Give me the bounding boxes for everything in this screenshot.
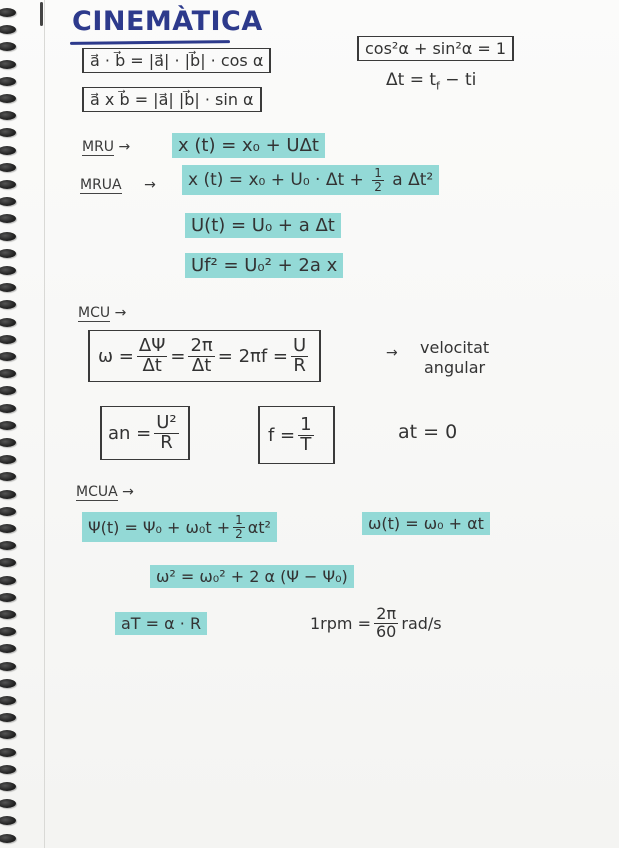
fraction-denominator: Δt: [142, 354, 162, 376]
mru-label: MRU: [82, 139, 115, 155]
angular-torricelli-formula: ω² = ω₀² + 2 α (Ψ − Ψ₀): [150, 565, 354, 588]
binding-ring: [0, 713, 16, 722]
fraction-denominator: 2: [235, 526, 243, 541]
arrow-icon: →: [144, 177, 156, 193]
binding-ring: [0, 369, 16, 378]
binding-ring: [0, 765, 16, 774]
binding-ring: [0, 266, 16, 275]
binding-ring: [0, 77, 16, 86]
binding-ring: [0, 490, 16, 499]
binding-ring: [0, 455, 16, 464]
binding-ring: [0, 197, 16, 206]
mrua-label-row: [80, 177, 156, 193]
mcua-label: MCUA: [76, 484, 118, 500]
mcua-label-row: [76, 484, 134, 500]
arrow-icon: →: [122, 484, 134, 500]
angular-position-formula: [82, 512, 277, 542]
binding-ring: [0, 404, 16, 413]
fraction-numerator: 1: [374, 166, 382, 180]
f-lhs: f =: [268, 424, 296, 446]
margin-line: [44, 0, 45, 848]
fraction-numerator: ΔΨ: [138, 334, 166, 356]
delta-t-rest: − ti: [439, 70, 477, 90]
binding-ring: [0, 593, 16, 602]
fraction-numerator: 2π: [190, 334, 213, 356]
binding-ring: [0, 748, 16, 757]
fraction-denominator: 2: [374, 179, 382, 194]
fraction-numerator: U: [293, 334, 307, 356]
fraction-numerator: 1: [300, 413, 312, 435]
mrua-position-formula: [182, 165, 439, 195]
binding-ring: [0, 318, 16, 327]
binding-ring: [0, 799, 16, 808]
binding-ring: [0, 128, 16, 137]
fraction-numerator: U²: [156, 411, 177, 433]
fraction-denominator: R: [293, 354, 306, 376]
two-pi-f: = 2πf =: [217, 345, 288, 367]
mcu-label: MCU: [78, 305, 111, 321]
tangential-acceleration-formula: aT = α · R: [115, 612, 207, 635]
fraction-denominator: T: [300, 433, 312, 455]
mrua-eq1-part-b: a Δt²: [392, 170, 434, 191]
page-title: CINEMÀTICA: [72, 6, 263, 37]
binding-ring: [0, 541, 16, 550]
equals-sign: =: [170, 345, 186, 367]
fraction-numerator: 2π: [376, 604, 397, 623]
delta-t-lhs: Δt = t: [386, 70, 437, 90]
title-underline: [70, 40, 230, 45]
binding-ring: [0, 94, 16, 103]
binding-ring: [0, 644, 16, 653]
binding-ring: [0, 146, 16, 155]
binding-ring: [0, 60, 16, 69]
binding-ring: [0, 163, 16, 172]
binding-ring: [0, 816, 16, 825]
binding-ring: [0, 679, 16, 688]
cross-product-formula: a⃗ x b⃗ = |a⃗| |b⃗| · sin α: [82, 87, 262, 112]
v2-over-r-fraction: [154, 411, 178, 453]
arrow-icon: →: [118, 139, 131, 155]
arrow-icon: →: [386, 345, 398, 361]
binding-ring: [0, 214, 16, 223]
centripetal-acceleration-formula: [100, 406, 190, 460]
binding-ring: [0, 111, 16, 120]
one-over-t-fraction: [298, 413, 313, 455]
fraction-denominator: R: [160, 431, 173, 453]
binding-ring: [0, 662, 16, 671]
mrua-eq1-part-a: x (t) = x₀ + U₀ · Δt +: [188, 170, 364, 191]
arrow-icon: →: [114, 305, 127, 321]
binding-ring: [0, 42, 16, 51]
binding-ring: [0, 507, 16, 516]
half-fraction: [372, 167, 384, 193]
binding-ring: [0, 352, 16, 361]
binding-ring: [0, 627, 16, 636]
binding-ring: [0, 421, 16, 430]
delta-t-sub: f: [436, 79, 440, 93]
rpm-unit: rad/s: [401, 613, 442, 633]
mrua-torricelli-formula: Uf² = U₀² + 2a x: [185, 253, 343, 278]
an-lhs: an =: [108, 422, 152, 444]
binding-ring: [0, 524, 16, 533]
rpm-fraction: [374, 606, 398, 641]
binding-ring: [0, 696, 16, 705]
angular-velocity-time-formula: ω(t) = ω₀ + αt: [362, 512, 490, 535]
binding-ring: [0, 610, 16, 619]
fraction-denominator: Δt: [191, 354, 212, 376]
mru-label-row: [82, 139, 130, 155]
binding-mark: [40, 2, 43, 26]
two-pi-fraction: [188, 334, 214, 376]
binding-ring: [0, 558, 16, 567]
binding-ring: [0, 438, 16, 447]
binding-ring: [0, 834, 16, 843]
trig-identity-formula: cos²α + sin²α = 1: [357, 36, 514, 61]
omega-lhs: ω =: [98, 345, 134, 367]
phi-part-a: Ψ(t) = Ψ₀ + ω₀t +: [88, 517, 231, 537]
binding-ring: [0, 386, 16, 395]
side-note-velocitat: velocitat: [420, 338, 490, 357]
binding-ring: [0, 25, 16, 34]
v-over-r-fraction: [291, 334, 308, 376]
binding-ring: [0, 576, 16, 585]
binding-ring: [0, 8, 16, 17]
binding-ring: [0, 232, 16, 241]
binding-ring: [0, 782, 16, 791]
phi-part-b: αt²: [247, 517, 271, 537]
binding-ring: [0, 249, 16, 258]
binding-ring: [0, 283, 16, 292]
frequency-formula: [258, 406, 335, 464]
fraction-denominator: 60: [376, 621, 397, 641]
rpm-lhs: 1rpm =: [310, 613, 371, 633]
binding-ring: [0, 335, 16, 344]
mrua-label: MRUA: [80, 177, 122, 193]
binding-ring: [0, 472, 16, 481]
angular-velocity-formula: [88, 330, 321, 382]
rpm-conversion: [310, 606, 442, 641]
tangential-acceleration-zero: at = 0: [398, 421, 458, 443]
binding-ring: [0, 180, 16, 189]
binding-ring: [0, 730, 16, 739]
mcu-label-row: [78, 305, 126, 321]
mru-formula: x (t) = x₀ + UΔt: [172, 133, 325, 158]
half-fraction: [233, 514, 245, 540]
mrua-velocity-formula: U(t) = U₀ + a Δt: [185, 213, 341, 238]
binding-ring: [0, 300, 16, 309]
fraction-numerator: 1: [235, 513, 243, 527]
dot-product-formula: a⃗ · b⃗ = |a⃗| · |b⃗| · cos α: [82, 48, 271, 73]
delta-phi-fraction: [137, 334, 167, 376]
side-note-angular: angular: [424, 358, 486, 377]
delta-t-formula: [386, 70, 476, 92]
